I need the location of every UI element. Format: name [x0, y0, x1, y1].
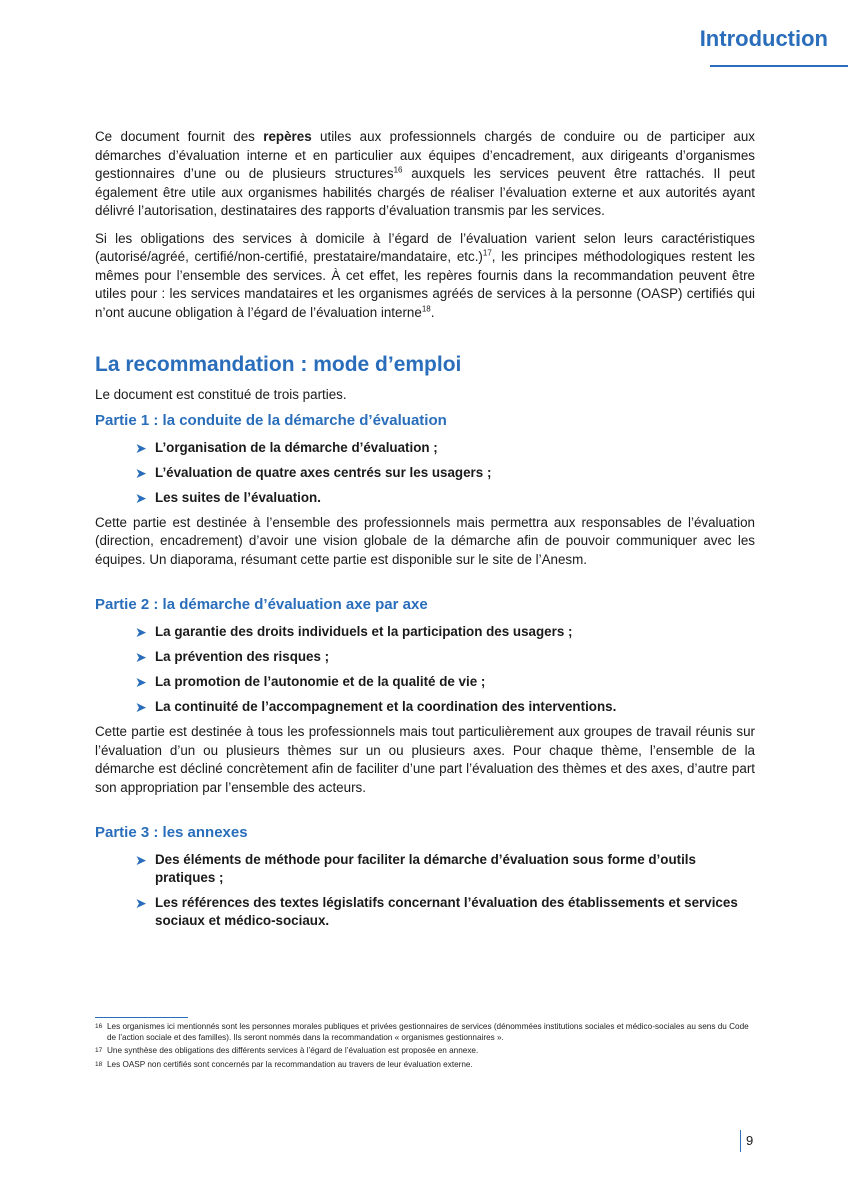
list-item: ➤ La continuité de l’accompagnement et la coordination des interventions. [135, 699, 617, 715]
header-rule [710, 65, 848, 67]
arrowhead-bullet-icon: ➤ [135, 464, 147, 481]
footnote-ref-17[interactable]: 17 [482, 248, 492, 258]
list-item: ➤ L’organisation de la démarche d’évaluation ; [135, 439, 438, 456]
part2-title: Partie 2 : la démarche d’évaluation axe par axe [95, 596, 428, 613]
footnotes [95, 1022, 755, 1073]
intro-paragraph-1: Ce document fournit des repères utiles aux professionnels chargés de conduire ou de participer aux démarches d’évaluation interne et en particulier aux équipes d’encadrement, aux dirigeants d’organismes gestionnaires d’une ou de plusieurs structures$^{16}$ auxquels les services peuvent être rattachés. Il peut également être utile aux organismes habilités chargés de réaliser l’évaluation externe et aux autorités ayant délivré l’autorisation, destinataires des rapports d’évaluation transmis par les services. [95, 129, 755, 218]
section-title: La recommandation : mode d’emploi [95, 353, 462, 376]
emphasis-reperes: repères [263, 129, 312, 144]
arrowhead-bullet-icon: ➤ [135, 852, 147, 868]
footnote-18: 18 Les OASP non certifiés sont concernés par la recommandation au travers de leur évaluation externe. [95, 1059, 473, 1069]
list-item: ➤ Les suites de l’évaluation. [135, 489, 321, 506]
footnote-17: 17 Une synthèse des obligations des différents services à l’égard de l’évaluation est proposée en annexe. [95, 1046, 479, 1055]
part2-list [135, 623, 755, 716]
part3-list [135, 851, 755, 930]
arrowhead-bullet-icon: ➤ [135, 439, 147, 456]
list-item: ➤ La prévention des risques ; [135, 649, 330, 665]
page-number-bar [740, 1130, 741, 1152]
arrowhead-bullet-icon: ➤ [135, 624, 147, 640]
section-lead: Le document est constitué de trois parties. [95, 387, 347, 402]
part1-text: Cette partie est destinée à l’ensemble des professionnels mais permettra aux responsables de l’évaluation (direction, encadrement) d’avoir une vision globale de la démarche afin de pouvoir communiquer avec les équipes. Un diaporama, résumant cette partie est disponible sur le site de l’Anesm. [95, 514, 755, 567]
list-item: ➤ La garantie des droits individuels et la participation des usagers ; [135, 624, 573, 640]
arrowhead-bullet-icon: ➤ [135, 489, 147, 506]
arrowhead-bullet-icon: ➤ [135, 649, 147, 665]
page-number: 9 [746, 1133, 754, 1148]
arrowhead-bullet-icon: ➤ [135, 674, 147, 690]
list-item: ➤ Les références des textes législatifs concernant l’évaluation des établissements et services sociaux et médico-sociaux. [135, 895, 738, 928]
footnote-16: 16 Les organismes ici mentionnés sont les personnes morales publiques et privées gestionnaires de services (dénommées institutions sociales et médico-sociales au sens du Code de l’action sociale et des familles). Ils seront nommés dans la recommandation « organismes gestionnaires ». [95, 1022, 749, 1042]
arrowhead-bullet-icon: ➤ [135, 699, 147, 715]
list-item: ➤ L’évaluation de quatre axes centrés sur les usagers ; [135, 464, 492, 481]
chapter-title: Introduction [699, 26, 828, 51]
footnote-rule [95, 1017, 188, 1018]
intro-paragraph-2: Si les obligations des services à domicile à l’égard de l’évaluation varient selon leurs caractéristiques (autorisé/agréé, certifié/non-certifié, prestataire/mandataire, etc.)$^{17}$, les principes méthodologiques restent les mêmes pour l’ensemble des services. À cet effet, les repères fournis dans la recommandation peuvent être utiles pour : les services mandataires et les organismes agréés de services à la personne (OASP) certifiés qui n’ont aucune obligation à l’égard de l’évaluation interne$^{18}$. [95, 230, 755, 320]
part3-title: Partie 3 : les annexes [95, 824, 248, 841]
main-content [95, 128, 755, 937]
footnote-ref-18[interactable]: 18 [421, 304, 431, 314]
part1-title: Partie 1 : la conduite de la démarche d’évaluation [95, 411, 447, 429]
part1-list [135, 439, 755, 507]
list-item: ➤ La promotion de l’autonomie et de la qualité de vie ; [135, 674, 486, 690]
part2-text: Cette partie est destinée à tous les professionnels mais tout particulièrement aux groupes de travail réunis sur l’évaluation d’un ou plusieurs thèmes sur un ou plusieurs axes. Pour chaque thème, l’ensemble de la démarche est décliné concrètement afin de faciliter d’une part l’évaluation des thèmes et des axes, d’autre part son appropriation par l’ensemble des acteurs. [95, 724, 755, 795]
arrowhead-bullet-icon: ➤ [135, 895, 147, 911]
list-item: ➤ Des éléments de méthode pour faciliter la démarche d’évaluation sous forme d’outils pratiques ; [135, 852, 696, 885]
footnote-ref-16[interactable]: 16 [393, 165, 403, 175]
